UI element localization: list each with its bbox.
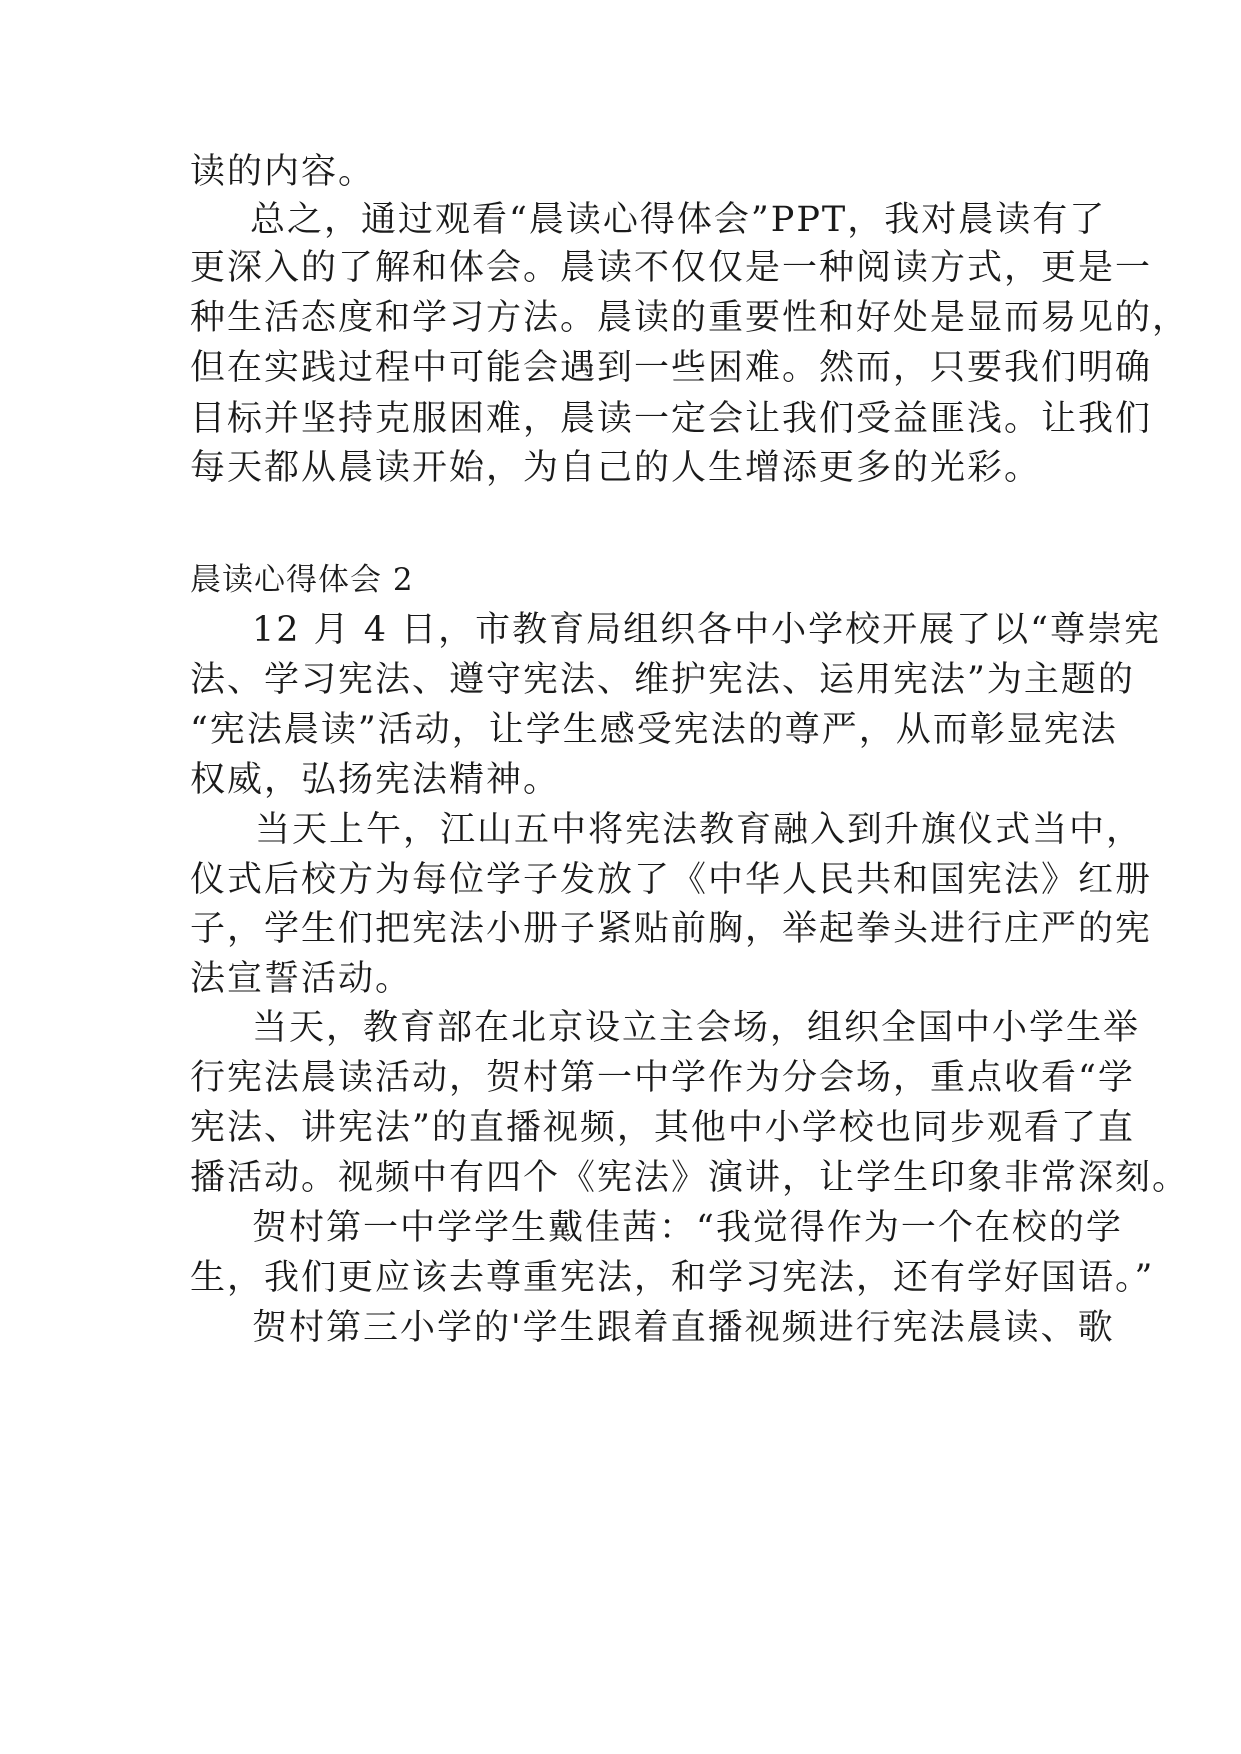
text-line: 总之，通过观看“晨读心得体会”PPT，我对晨读有了 bbox=[250, 200, 1107, 240]
text-line: 权威，弘扬宪法精神。 bbox=[190, 760, 561, 800]
text-line: 播活动。视频中有四个《宪法》演讲，让学生印象非常深刻。 bbox=[190, 1158, 1190, 1198]
section-heading: 晨读心得体会 2 bbox=[190, 562, 414, 598]
text-line: 每天都从晨读开始，为自己的人生增添更多的光彩。 bbox=[190, 448, 1042, 488]
text-line: 但在实践过程中可能会遇到一些困难。然而，只要我们明确 bbox=[190, 348, 1153, 388]
text-line: 仪式后校方为每位学子发放了《中华人民共和国宪法》红册 bbox=[190, 860, 1153, 900]
text-line: 法宣誓活动。 bbox=[190, 959, 413, 999]
text-line: 行宪法晨读活动，贺村第一中学作为分会场，重点收看“学 bbox=[190, 1058, 1135, 1098]
text-line: 读的内容。 bbox=[190, 152, 376, 192]
text-line: 贺村第一中学学生戴佳茜：“我觉得作为一个在校的学 bbox=[252, 1208, 1123, 1248]
text-line: 更深入的了解和体会。晨读不仅仅是一种阅读方式，更是一 bbox=[190, 248, 1153, 288]
text-line: 12 月 4 日，市教育局组织各中小学校开展了以“尊崇宪 bbox=[252, 610, 1162, 650]
text-line: 种生活态度和学习方法。晨读的重要性和好处是显而易见的， bbox=[190, 298, 1190, 338]
text-line: 目标并坚持克服困难，晨读一定会让我们受益匪浅。让我们 bbox=[190, 399, 1153, 439]
text-line: 子，学生们把宪法小册子紧贴前胸，举起拳头进行庄严的宪 bbox=[190, 909, 1153, 949]
text-line: “宪法晨读”活动，让学生感受宪法的尊严，从而彰显宪法 bbox=[190, 710, 1118, 750]
text-line: 当天上午，江山五中将宪法教育融入到升旗仪式当中， bbox=[255, 810, 1144, 850]
text-line: 当天，教育部在北京设立主会场，组织全国中小学生举 bbox=[252, 1008, 1141, 1048]
text-line: 贺村第三小学的'学生跟着直播视频进行宪法晨读、歌 bbox=[252, 1308, 1115, 1348]
text-line: 生，我们更应该去尊重宪法，和学习宪法，还有学好国语。” bbox=[190, 1258, 1155, 1298]
text-line: 宪法、讲宪法”的直播视频，其他中小学校也同步观看了直 bbox=[190, 1108, 1135, 1148]
text-line: 法、学习宪法、遵守宪法、维护宪法、运用宪法”为主题的 bbox=[190, 660, 1135, 700]
